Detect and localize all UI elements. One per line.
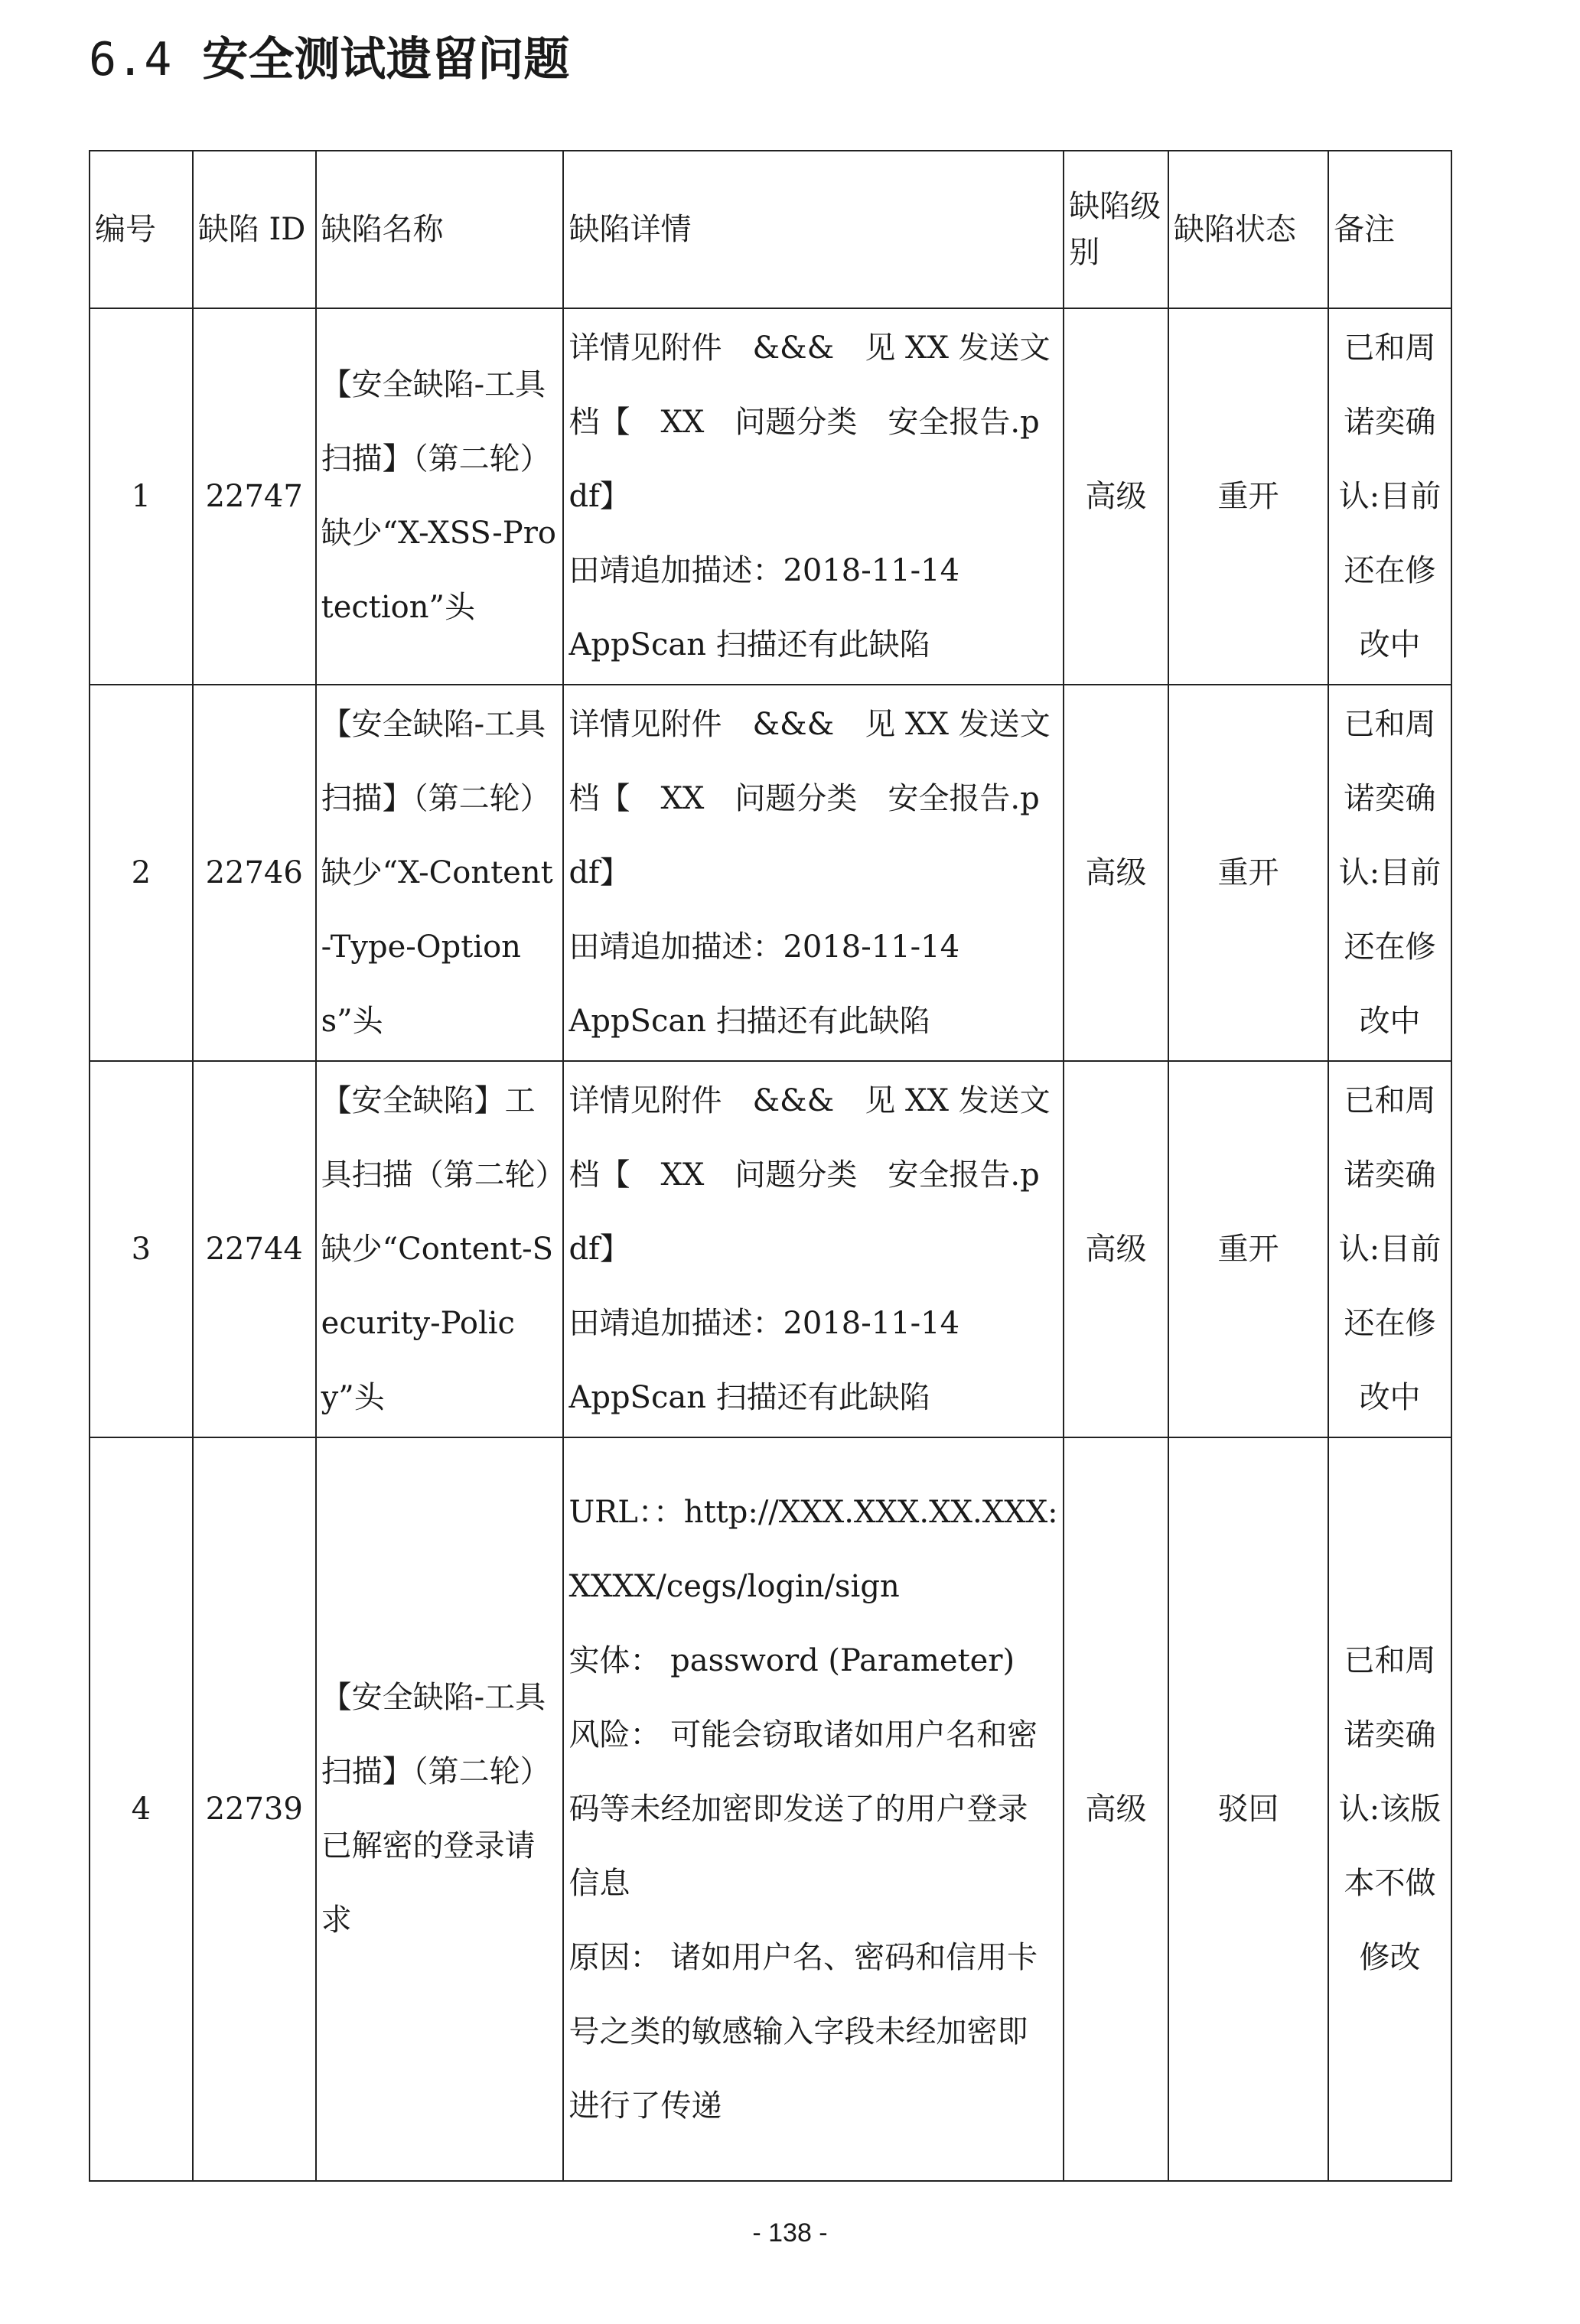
- defect-detail: [563, 308, 1064, 685]
- page-number: - 138 -: [752, 2218, 828, 2248]
- header-level: 缺陷级别: [1064, 151, 1168, 308]
- defect-level: 高级: [1064, 1437, 1168, 2181]
- detail-line: 田靖追加描述：2018-11-14: [568, 929, 960, 965]
- defect-name: 【安全缺陷-工具扫描】（第二轮）缺少“X-XSS-Protection”头: [316, 308, 564, 685]
- header-remark: 备注: [1328, 151, 1451, 308]
- defect-name: 【安全缺陷-工具扫描】（第二轮）已解密的登录请求: [316, 1437, 564, 2181]
- defect-detail: [563, 685, 1064, 1061]
- defect-name: 【安全缺陷】工具扫描（第二轮）缺少“Content-Security-Policy”头: [316, 1061, 564, 1437]
- defects-table: [89, 150, 1452, 2182]
- section-heading: [89, 29, 569, 90]
- detail-line: 田靖追加描述：2018-11-14: [568, 1305, 960, 1341]
- row-number: 4: [90, 1437, 193, 2181]
- defect-status: 重开: [1168, 308, 1328, 685]
- detail-line: URL：：http://XXX.XXX.XX.XXX:XXXX/cegs/login/sign: [568, 1494, 1058, 1604]
- detail-line: 实体： password (Parameter): [568, 1642, 1015, 1678]
- defect-remark: 已和周诺奕确认:目前还在修改中: [1328, 1061, 1451, 1437]
- header-defect-id: 缺陷 ID: [193, 151, 316, 308]
- defect-level: 高级: [1064, 1061, 1168, 1437]
- table-header-row: [90, 151, 1451, 308]
- table-row: [90, 308, 1451, 685]
- defect-level: 高级: [1064, 308, 1168, 685]
- section-number: 6.4: [89, 33, 172, 86]
- table-row: [90, 1061, 1451, 1437]
- defect-remark: 已和周诺奕确认:目前还在修改中: [1328, 308, 1451, 685]
- section-title: 安全测试遗留问题: [202, 33, 570, 86]
- header-name: 缺陷名称: [316, 151, 564, 308]
- defect-id: 22747: [193, 308, 316, 685]
- row-number: 1: [90, 308, 193, 685]
- defect-status: 驳回: [1168, 1437, 1328, 2181]
- defect-remark: 已和周诺奕确认:该版本不做修改: [1328, 1437, 1451, 2181]
- header-status: 缺陷状态: [1168, 151, 1328, 308]
- detail-line: 风险： 可能会窃取诸如用户名和密码等未经加密即发送了的用户登录信息: [568, 1717, 1038, 1901]
- defect-id: 22744: [193, 1061, 316, 1437]
- detail-line: AppScan 扫描还有此缺陷: [568, 1003, 930, 1039]
- header-detail: 缺陷详情: [563, 151, 1064, 308]
- detail-line: 详情见附件 &&& 见 XX 发送文档【 XX 问题分类 安全报告.pdf】: [568, 706, 1051, 890]
- table-row: [90, 685, 1451, 1061]
- detail-line: 田靖追加描述：2018-11-14: [568, 552, 960, 588]
- defect-level: 高级: [1064, 685, 1168, 1061]
- row-number: 3: [90, 1061, 193, 1437]
- defect-id: 22739: [193, 1437, 316, 2181]
- detail-line: 原因： 诸如用户名、密码和信用卡号之类的敏感输入字段未经加密即进行了传递: [568, 1939, 1038, 2124]
- defect-name: 【安全缺陷-工具扫描】（第二轮）缺少“X-Content-Type-Options”头: [316, 685, 564, 1061]
- defect-detail: [563, 1437, 1064, 2181]
- detail-line: 详情见附件 &&& 见 XX 发送文档【 XX 问题分类 安全报告.pdf】: [568, 1082, 1051, 1267]
- detail-line: 详情见附件 &&& 见 XX 发送文档【 XX 问题分类 安全报告.pdf】: [568, 330, 1051, 514]
- defect-detail: [563, 1061, 1064, 1437]
- detail-line: AppScan 扫描还有此缺陷: [568, 627, 930, 662]
- defect-status: 重开: [1168, 685, 1328, 1061]
- defect-remark: 已和周诺奕确认:目前还在修改中: [1328, 685, 1451, 1061]
- table-row: [90, 1437, 1451, 2181]
- row-number: 2: [90, 685, 193, 1061]
- defect-status: 重开: [1168, 1061, 1328, 1437]
- header-id: 编号: [90, 151, 193, 308]
- defect-id: 22746: [193, 685, 316, 1061]
- detail-line: AppScan 扫描还有此缺陷: [568, 1379, 930, 1415]
